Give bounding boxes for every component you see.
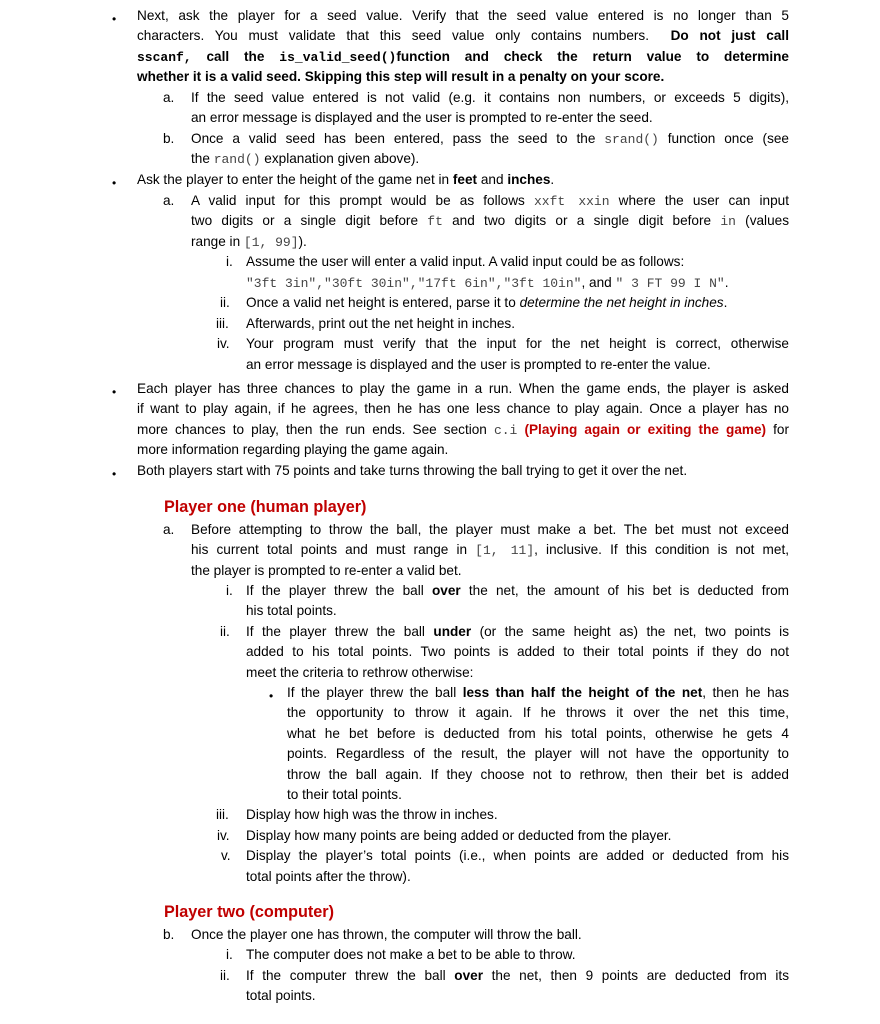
list-marker: iv. (217, 828, 230, 843)
player-two-heading: Player two (computer) (164, 903, 335, 921)
p1-iii-line-1: Display how high was the throw in inches. (246, 807, 498, 822)
p1-sub-line-5: throw the ball again. If they choose not to rethrow, then their bet is added (287, 767, 789, 782)
p1-i-line-2: his total points. (246, 603, 337, 618)
list-marker: a. (163, 522, 175, 537)
list-marker: v. (221, 848, 231, 863)
p2-ii-line-1: If the computer threw the ball over the net, then 9 points are deducted from its (246, 968, 790, 983)
net-iv-line-1: Your program must verify that the input for the net height is correct, otherwise (246, 336, 789, 351)
bullet-dot: • (112, 176, 117, 190)
list-marker: ii. (220, 624, 230, 639)
player-one-heading: Player one (human player) (164, 498, 367, 516)
chances-para-line-4: more information regarding playing the game again. (137, 442, 449, 457)
p1-ii-line-3: meet the criteria to rethrow otherwise: (246, 665, 474, 680)
bullet-dot: • (112, 467, 117, 481)
list-marker: a. (163, 90, 175, 105)
list-marker: ii. (220, 968, 230, 983)
p1-sub-line-1: If the player threw the ball less than half the height of the net, then he has (287, 685, 789, 700)
chances-para-line-1: Each player has three chances to play the game in a run. When the game ends, the player is asked (137, 381, 789, 396)
seed-a-line-2: an error message is displayed and the user is prompted to re-enter the seed. (191, 110, 653, 125)
list-marker: i. (226, 583, 233, 598)
seed-para-line-3: sscanf, call the is_valid_seed()function and check the return value to determine (137, 49, 789, 65)
bullet-dot: • (112, 385, 117, 399)
p1-ii-line-1: If the player threw the ball under (or the same height as) the net, two points is (246, 624, 789, 639)
list-marker: iii. (216, 807, 229, 822)
list-marker: i. (226, 947, 233, 962)
p2-b-line-1: Once the player one has thrown, the computer will throw the ball. (191, 927, 582, 942)
p1-sub-line-3: what he bet before is deducted from his total points, otherwise he gets 4 (287, 726, 789, 741)
p1-iv-line-1: Display how many points are being added or deducted from the player. (246, 828, 672, 843)
chances-para-line-2: if want to play again, if he agrees, then he has one less chance to play again. Once a player has no (137, 401, 789, 416)
p1-a-line-1: Before attempting to throw the ball, the player must make a bet. The bet must not exceed (191, 522, 789, 537)
p1-a-line-3: the player is prompted to re-enter a valid bet. (191, 563, 462, 578)
list-marker: iv. (217, 336, 230, 351)
bullet-dot: • (112, 12, 117, 26)
seed-b-line-2: the rand() explanation given above). (191, 151, 420, 167)
p2-ii-line-2: total points. (246, 988, 316, 1003)
start-points-line: Both players start with 75 points and take turns throwing the ball trying to get it over the net. (137, 463, 688, 478)
p1-sub-line-4: points. Regardless of the result, the player will not have the opportunity to (287, 746, 789, 761)
p1-v-line-2: total points after the throw). (246, 869, 411, 884)
chances-para-line-3: more chances to play, then the run ends. See section c.i (Playing again or exiting the game) for (137, 422, 790, 438)
list-marker: a. (163, 193, 175, 208)
seed-para-line-4: whether it is a valid seed. Skipping this step will result in a penalty on your score. (137, 69, 665, 84)
net-a-line-2: two digits or a single digit before ft and two digits or a single digit before in (values (191, 213, 789, 229)
p1-v-line-1: Display the player’s total points (i.e., when points are added or deducted from his (246, 848, 789, 863)
p1-sub-line-2: the opportunity to throw it again. If he throws it over the net this time, (287, 705, 789, 720)
net-i-line-2: "3ft 3in","30ft 30in","17ft 6in","3ft 10in", and " 3 FT 99 I N". (246, 275, 729, 291)
p1-i-line-1: If the player threw the ball over the net, the amount of his bet is deducted from (246, 583, 789, 598)
seed-para-line-2: characters. You must validate that this seed value only contains numbers. Do not just call (137, 28, 789, 43)
net-iv-line-2: an error message is displayed and the user is prompted to re-enter the value. (246, 357, 711, 372)
net-iii-line-1: Afterwards, print out the net height in inches. (246, 316, 516, 331)
p1-ii-line-2: added to his total points. Two points is added to their total points if they do not (246, 644, 789, 659)
seed-a-line-1: If the seed value entered is not valid (e.g. it contains non numbers, or exceeds 5 digits), (191, 90, 789, 105)
list-marker: b. (163, 927, 175, 942)
p1-a-line-2: his current total points and must range in [1, 11], inclusive. If this condition is not met, (191, 542, 789, 558)
net-ii-line-1: Once a valid net height is entered, parse it to determine the net height in inches. (246, 295, 728, 310)
p1-sub-line-6: to their total points. (287, 787, 402, 802)
net-a-line-3: range in [1, 99]). (191, 234, 307, 250)
net-para-line-1: Ask the player to enter the height of the game net in feet and inches. (137, 172, 555, 187)
p2-i-line-1: The computer does not make a bet to be able to throw. (246, 947, 576, 962)
list-marker: i. (226, 254, 233, 269)
seed-para-line-1: Next, ask the player for a seed value. Verify that the seed value entered is no longer than 5 (137, 8, 789, 23)
list-marker: ii. (220, 295, 230, 310)
list-marker: b. (163, 131, 175, 146)
net-a-line-1: A valid input for this prompt would be as follows xxft xxin where the user can input (191, 193, 789, 209)
bullet-dot: • (269, 689, 274, 703)
list-marker: iii. (216, 316, 229, 331)
net-i-line-1: Assume the user will enter a valid input. A valid input could be as follows: (246, 254, 685, 269)
seed-b-line-1: Once a valid seed has been entered, pass the seed to the srand() function once (see (191, 131, 789, 147)
